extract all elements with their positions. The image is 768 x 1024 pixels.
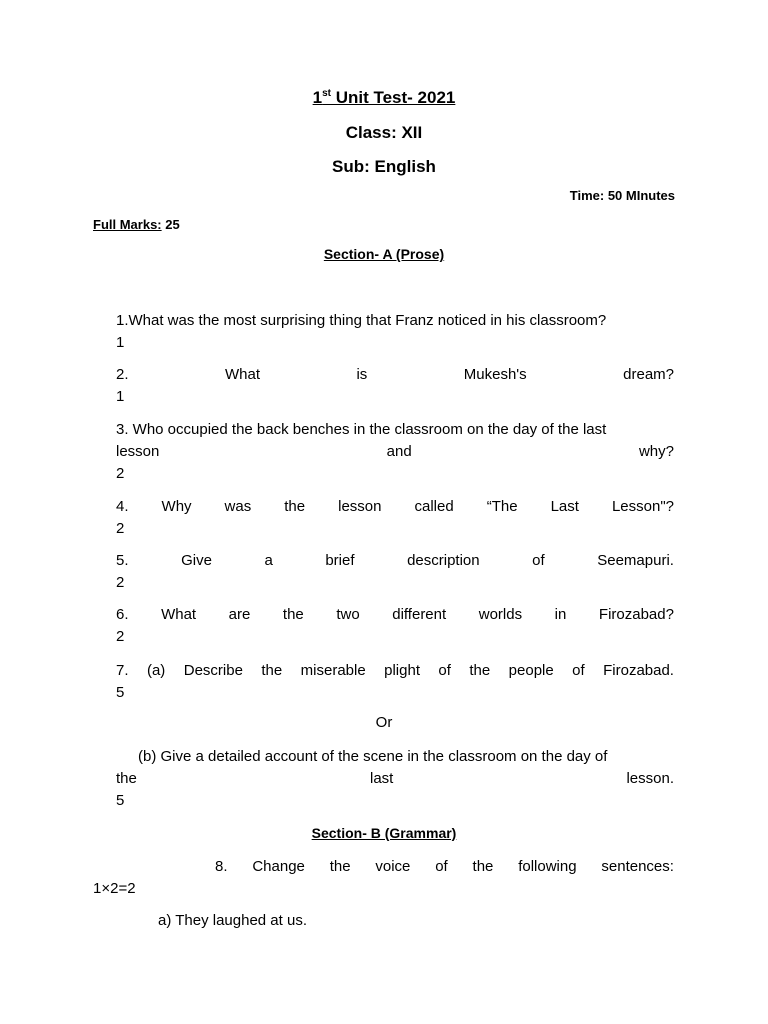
justified-word: 8. — [215, 858, 228, 875]
justified-word: the — [329, 858, 351, 875]
justified-word: brief — [325, 552, 355, 569]
justified-word: following — [518, 858, 577, 875]
question-2: 2. What is Mukesh's dream? 1 — [116, 366, 674, 405]
question-1: 1.What was the most surprising thing that Franz noticed in his classroom? 1 — [116, 312, 607, 351]
justified-word: worlds — [478, 606, 523, 623]
justified-word: in — [554, 606, 567, 623]
justified-word: Seemapuri. — [597, 552, 674, 569]
justified-word: the — [472, 858, 494, 875]
question-4: 4. Why was the lesson called “The Last Lesson"? 2 — [116, 498, 674, 537]
justified-word: description — [407, 552, 480, 569]
justified-word: Mukesh's — [463, 366, 527, 383]
justified-word: Firozabad? — [598, 606, 674, 623]
justified-word: Give — [181, 552, 212, 569]
justified-word: of — [532, 552, 545, 569]
justified-word: are — [228, 606, 251, 623]
justified-word: 6. — [116, 606, 129, 623]
justified-word: of — [435, 858, 448, 875]
justified-word: of — [438, 662, 451, 679]
justified-word: Change — [252, 858, 305, 875]
section-a-heading: Section- A (Prose) — [323, 246, 445, 262]
justified-word: “The — [486, 498, 518, 515]
justified-word: Why — [161, 498, 192, 515]
justified-word: What — [224, 366, 260, 383]
justified-word: and — [386, 443, 412, 460]
exam-title: 1st Unit Test- 2021 — [312, 88, 456, 107]
justified-word: was — [224, 498, 252, 515]
justified-word: voice — [375, 858, 411, 875]
justified-word: Firozabad. — [603, 662, 674, 679]
justified-word: miserable — [300, 662, 366, 679]
question-5: 5. Give a brief description of Seemapuri. 2 — [116, 552, 674, 591]
justified-word: the — [282, 606, 304, 623]
question-7a: 7. (a) Describe the miserable plight of the people of Firozabad. 5 — [116, 662, 674, 701]
question-8: 8. Change the voice of the following sentences: 1×2=2 — [93, 858, 674, 897]
justified-word: is — [356, 366, 368, 383]
question-7b: (b) Give a detailed account of the scene in the classroom on the day of the last lesson. 5 — [116, 748, 674, 809]
justified-word: called — [414, 498, 454, 515]
justified-word: dream? — [623, 366, 674, 383]
justified-word: the — [261, 662, 283, 679]
justified-word: two — [336, 606, 360, 623]
justified-word: Last — [550, 498, 579, 515]
sub-question-a: a) They laughed at us. — [158, 912, 307, 929]
class-line: Class: XII — [345, 123, 423, 142]
justified-word: 7. — [116, 662, 129, 679]
justified-word: lesson. — [626, 770, 674, 787]
justified-word: a — [264, 552, 273, 569]
justified-word: lesson — [116, 443, 160, 460]
justified-word: people — [508, 662, 554, 679]
justified-word: lesson — [338, 498, 382, 515]
justified-word: different — [392, 606, 447, 623]
justified-word: plight — [384, 662, 420, 679]
justified-word: sentences: — [601, 858, 674, 875]
justified-word: (a) — [146, 662, 166, 679]
time-label: Time: 50 MInutes — [569, 188, 675, 203]
justified-word: last — [369, 770, 394, 787]
justified-word: the — [116, 770, 137, 787]
section-b-heading: Section- B (Grammar) — [311, 825, 457, 841]
justified-word: 5. — [116, 552, 129, 569]
justified-word: 2. — [116, 366, 129, 383]
full-marks: Full Marks: 25 — [93, 217, 180, 232]
justified-word: 4. — [116, 498, 129, 515]
justified-word: the — [284, 498, 306, 515]
justified-word: Describe — [183, 662, 243, 679]
justified-word: why? — [638, 443, 674, 460]
question-6: 6. What are the two different worlds in Firozabad? 2 — [116, 606, 674, 645]
justified-word: the — [469, 662, 491, 679]
justified-word: What — [161, 606, 197, 623]
justified-word: of — [572, 662, 585, 679]
justified-word: Lesson"? — [611, 498, 674, 515]
subject-line: Sub: English — [332, 157, 436, 176]
question-3: 3. Who occupied the back benches in the classroom on the day of the last lesson and why? 2 — [116, 421, 674, 482]
or-separator: Or — [375, 714, 393, 731]
